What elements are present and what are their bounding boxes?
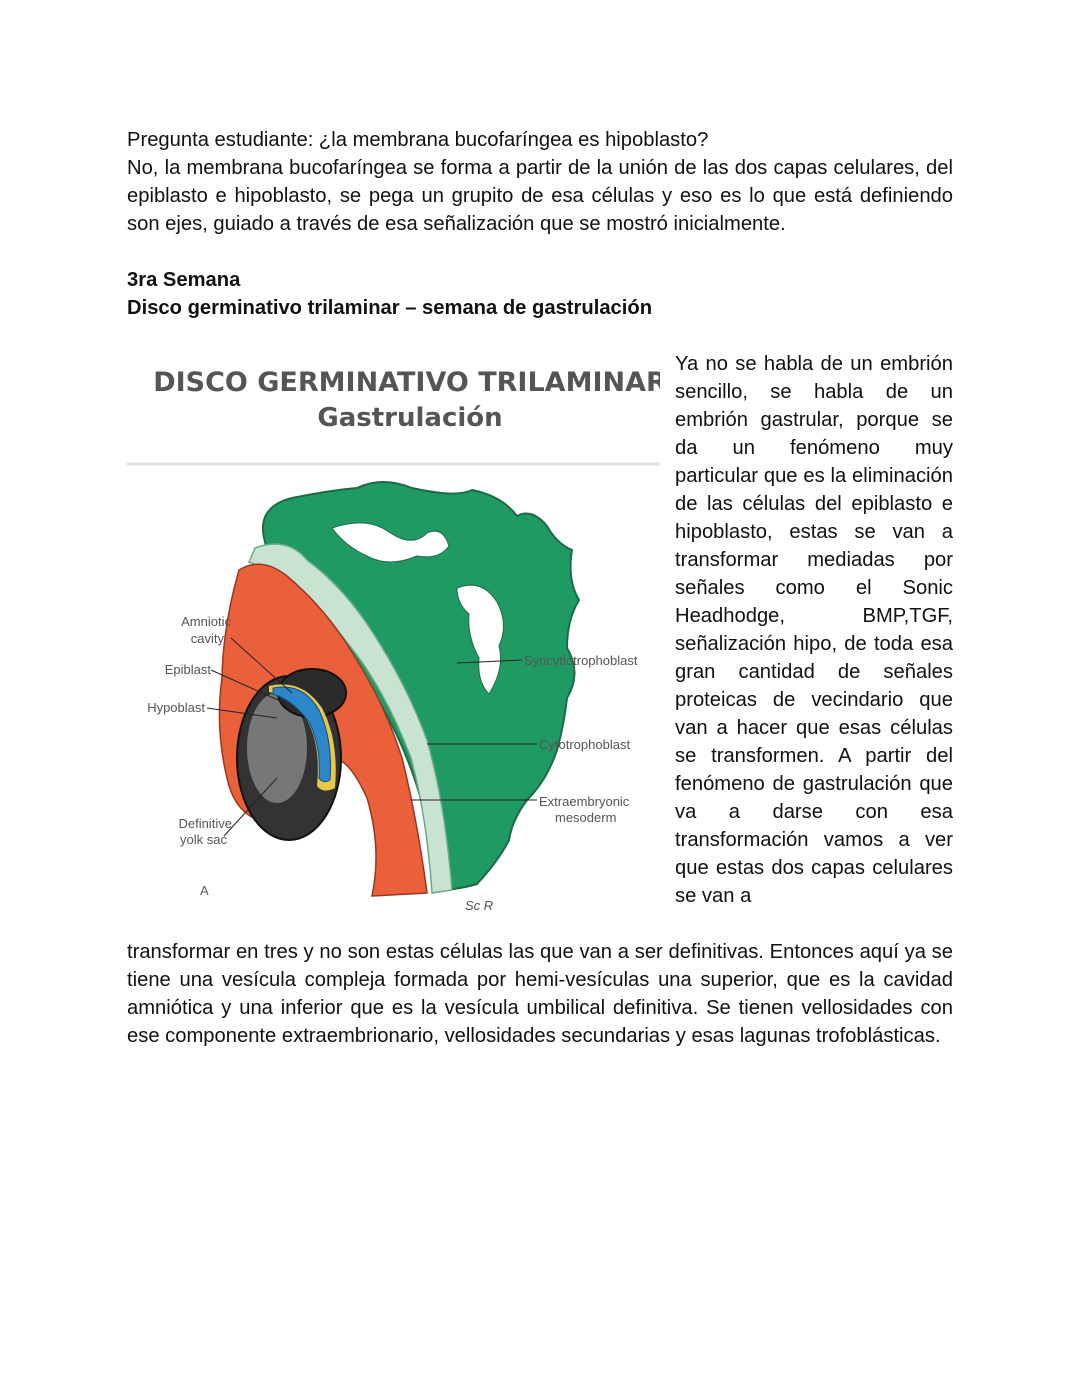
panel-letter: A — [200, 883, 209, 898]
label-syncytiotrophoblast: Syncytiotrophoblast — [524, 653, 638, 668]
label-yolk-2: yolk sac — [180, 832, 227, 847]
question-answer: No, la membrana bucofaríngea se forma a partir de la unión de las dos capas celulares, del epiblasto e hipoblasto, se pega un grupito de esa células y eso es lo que está definiendo son ejes, guiado a través de esa señalización que se mostró inicialmente. — [127, 157, 953, 235]
label-yolk-1: Definitive — [178, 816, 232, 831]
side-paragraph: Ya no se habla de un embrión sencillo, se habla de un embrión gastrular, porque se da un fenómeno muy particular que es la eliminación de las células del epiblasto e hipoblasto, estas se van a transformar mediadas por señales como el Sonic Headhodge, BMP,TGF, señalización hipo, de toda esa gran cantidad de señales proteicas de vecindario que van a hacer que esas células se transformen. A partir del fenómeno de gastrulación que va a darse con esa transformación vamos a ver que estas dos capas celulares se van a — [675, 353, 953, 907]
figure-title: DISCO GERMINATIVO TRILAMINAR — [153, 367, 660, 398]
section-subtitle: Disco germinativo trilaminar – semana de gastrulación — [127, 297, 653, 319]
label-extraembryonic-2: mesoderm — [555, 810, 617, 825]
label-epiblast: Epiblast — [164, 662, 211, 677]
gastrulation-figure — [127, 348, 660, 920]
week-heading: 3ra Semana — [127, 269, 241, 291]
label-amniotic-1: Amniotic — [181, 614, 231, 629]
figure-illustration — [127, 348, 660, 920]
continuation-paragraph: transformar en tres y no son estas células las que van a ser definitivas. Entonces aquí ya se tiene una vesícula compleja formada por hemi-vesículas una superior, que es la cavidad amniótica y una inferior que es la vesícula umbilical definitiva. Se tienen vellosidades con ese componente extraembrionario, vellosidades secundarias y esas lagunas trofoblásticas. — [127, 941, 953, 1047]
label-extraembryonic-1: Extraembryonic — [539, 794, 630, 809]
student-question: Pregunta estudiante: ¿la membrana bucofaríngea es hipoblasto? — [127, 129, 709, 151]
label-hypoblast: Hypoblast — [147, 700, 205, 715]
artist-signature: Sc R — [465, 898, 494, 913]
figure-subtitle: Gastrulación — [317, 403, 503, 433]
label-amniotic-2: cavity — [190, 631, 224, 646]
question-block — [127, 126, 953, 238]
section-heading — [127, 266, 953, 322]
label-cytotrophoblast: Cytotrophoblast — [539, 737, 631, 752]
